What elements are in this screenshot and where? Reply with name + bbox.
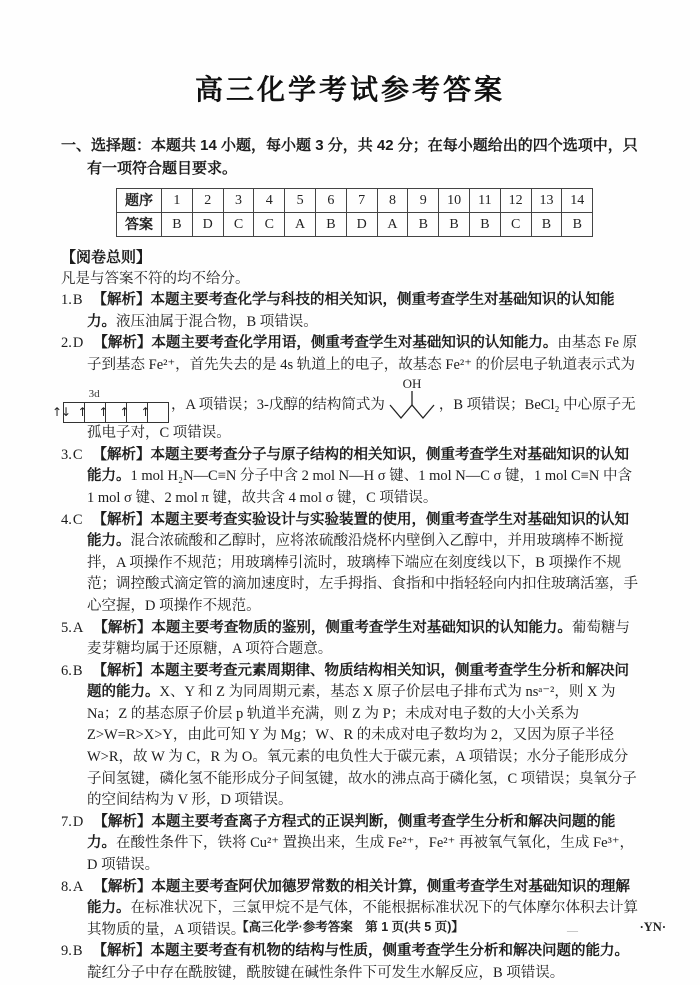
table-cell: A <box>285 213 316 237</box>
analysis-text: 在酸性条件下，铁将 Cu²⁺ 置换出来，生成 Fe²⁺，Fe²⁺ 再被氧气氧化，生成 Fe³⁺，D 项错误。 <box>87 835 635 874</box>
item-answer: D <box>72 813 84 830</box>
question-number-label: 题序 <box>117 189 162 213</box>
orbital-box: ↑↓ <box>63 402 84 423</box>
grading-rule-text: 凡是与答案不符的均不给分。 <box>61 270 250 287</box>
table-cell: A <box>377 213 408 237</box>
item-number: 8. <box>61 878 72 895</box>
analysis-bold: 【解析】本题主要考查阿伏加德罗常数的相关计算，侧重考查学生对基础知识的理解能力。 <box>87 878 630 917</box>
table-cell: D <box>192 213 223 237</box>
item-answer: B <box>72 943 83 960</box>
explanation-item-3 <box>61 445 639 510</box>
analysis-bold: 【解析】本题主要考查离子方程式的正误判断，侧重考查学生分析和解决问题的能力。 <box>87 813 616 852</box>
footer-dash-mark: — <box>567 925 578 937</box>
table-cell: 1 <box>162 189 193 213</box>
explanation-item-7 <box>61 812 639 877</box>
explanation-item-1 <box>61 290 639 333</box>
table-cell: 10 <box>439 189 470 213</box>
section-one-intro: 一、选择题：本题共 14 小题，每小题 3 分，共 42 分；在每小题给出的四个选项中，只有一项符合题目要求。 <box>61 137 638 177</box>
analysis-text: 混合浓硫酸和乙醇时，应将浓硫酸沿烧杯内壁倒入乙醇中，并用玻璃棒不断搅拌，A 项操作不规范；用玻璃棒引流时，玻璃棒下端应在刻度线以下，B 项操作不规范；调控酸式滴定管的滴加速度时，左手拇指、食指和中指轻轻向内扣住玻璃活塞，手心空握，D 项操作不规范。 <box>87 533 638 614</box>
skeletal-structure-3-pentanol <box>387 377 437 423</box>
page-title: 高三化学考试参考答案 <box>194 74 505 105</box>
explanation-item-2 <box>51 333 639 444</box>
table-cell: 11 <box>469 189 500 213</box>
page-footer <box>0 919 700 935</box>
analysis-text: 1 mol H₂N—C≡N 分子中含 2 mol N—H σ 键、1 mol N—C σ 键，1 mol C≡N 中含 1 mol σ 键、2 mol π 键，故共含 4 mol σ 键，C 项错误。 <box>87 468 632 506</box>
table-cell: B <box>439 213 470 237</box>
orbital-box: ↑ <box>126 402 147 423</box>
item-answer: C <box>72 511 83 528</box>
table-cell: C <box>223 213 254 237</box>
analysis-bold: 【解析】本题主要考查化学用语，侧重考查学生对基础知识的认知能力。 <box>93 335 558 352</box>
item-answer: B <box>72 662 83 679</box>
table-cell: B <box>469 213 500 237</box>
item-number: 9. <box>61 943 72 960</box>
analysis-bold: 【解析】本题主要考查分子与原子结构的相关知识，侧重考查学生对基础知识的认知能力。 <box>87 446 630 485</box>
item-answer: A <box>72 878 84 895</box>
analysis-text: X、Y 和 Z 为同周期元素，基态 X 原子价层电子排布式为 nsᵃ⁻²，则 X 为 Na；Z 的基态原子价层 p 轨道半充满，则 Z 为 P；未成对电子数的大小关系为 Z>W=R>X>Y，由此可知 Y 为 Mg；W、R 的未成对电子数均为 2，又因为原子半径 W>R，故 W 为 C，R 为 O。氧元素的电负性大于碳元素，A 项错误；水分子能形成分子间氢键，磷化氢不能形成分子间氢键，故水的沸点高于磷化氢，C 项错误；臭氧分子的空间结构为 V 形，D 项错误。 <box>87 684 637 809</box>
table-cell: C <box>254 213 285 237</box>
table-cell: B <box>408 213 439 237</box>
table-cell: 9 <box>408 189 439 213</box>
analysis-text: ，B 项错误；BeCl₂ 中心原子无孤电子对，C 项错误。 <box>87 396 636 442</box>
grading-rules-header: 【阅卷总则】 <box>61 249 152 266</box>
table-cell: D <box>346 213 377 237</box>
item-number: 1. <box>61 292 72 309</box>
table-cell: 7 <box>346 189 377 213</box>
analysis-text: 靛红分子中存在酰胺键，酰胺键在碱性条件下可发生水解反应，B 项错误。 <box>87 965 565 981</box>
analysis-text: 液压油属于混合物，B 项错误。 <box>116 313 318 330</box>
table-cell: C <box>500 213 531 237</box>
analysis-bold: 【解析】本题主要考查化学与科技的相关知识，侧重考查学生对基础知识的认知能力。 <box>87 292 615 330</box>
item-number: 4. <box>61 511 72 528</box>
item-number: 2. <box>61 335 72 352</box>
analysis-text: 在标准状况下，三氯甲烷不是气体，不能根据标准状况下的气体摩尔体积去计算其物质的量，A 项错误。 <box>87 900 638 938</box>
footer-code: ·YN· <box>639 920 666 934</box>
item-answer: A <box>72 619 84 636</box>
item-answer: B <box>72 292 83 309</box>
orbital-box: ↑ <box>84 402 105 423</box>
item-number: 5. <box>61 619 72 636</box>
footer-page-info: 【高三化学·参考答案 第 1 页(共 5 页)】 <box>236 920 464 934</box>
explanation-item-9 <box>61 941 639 984</box>
analysis-bold: 【解析】本题主要考查元素周期律、物质结构相关知识，侧重考查学生分析和解决问题的能力。 <box>87 662 630 701</box>
orbital-box: ↑ <box>147 402 169 423</box>
table-cell: 6 <box>315 189 346 213</box>
table-cell: 4 <box>254 189 285 213</box>
structure-oh-label: OH <box>402 376 422 391</box>
analysis-text: ，A 项错误；3-戊醇的结构简式为 <box>171 396 385 413</box>
table-cell: B <box>162 213 193 237</box>
table-cell: 14 <box>562 189 593 213</box>
analysis-text: 由基态 Fe 原子到基态 Fe²⁺，首先失去的是 4s 轨道上的电子，故基态 Fe²⁺ 的价层电子轨道表示式为 <box>87 335 638 373</box>
table-cell: B <box>562 213 593 237</box>
analysis-bold: 【解析】本题主要考查实验设计与实验装置的使用，侧重考查学生对基础知识的认知能力。 <box>87 511 630 550</box>
analysis-text: 葡萄糖与麦芽糖均属于还原糖，A 项符合题意。 <box>87 619 630 658</box>
table-cell: 13 <box>531 189 562 213</box>
item-number: 6. <box>61 662 72 679</box>
item-number: 7. <box>61 813 72 830</box>
content-area <box>51 134 639 985</box>
table-cell: B <box>315 213 346 237</box>
table-cell: B <box>531 213 562 237</box>
table-cell: 5 <box>285 189 316 213</box>
item-answer: C <box>72 446 83 463</box>
item-number: 3. <box>61 446 72 463</box>
orbital-diagram: 3d ↑↓ ↑ ↑ ↑ ↑ <box>89 388 169 424</box>
item-answer: D <box>72 335 84 352</box>
explanation-item-5 <box>61 618 639 661</box>
table-cell: 3 <box>223 189 254 213</box>
table-cell: 8 <box>377 189 408 213</box>
table-cell: 2 <box>192 189 223 213</box>
orbital-box: ↑ <box>105 402 126 423</box>
question-number-row <box>117 189 593 213</box>
answer-table <box>116 188 593 237</box>
answer-row <box>117 213 593 237</box>
analysis-bold: 【解析】本题主要考查物质的鉴别，侧重考查学生对基础知识的认知能力。 <box>93 619 572 636</box>
answer-label: 答案 <box>117 213 162 237</box>
analysis-bold: 【解析】本题主要考查有机物的结构与性质，侧重考查学生分析和解决问题的能力。 <box>92 943 630 960</box>
explanation-item-4 <box>61 510 639 618</box>
table-cell: 12 <box>500 189 531 213</box>
explanation-item-6 <box>61 661 639 812</box>
